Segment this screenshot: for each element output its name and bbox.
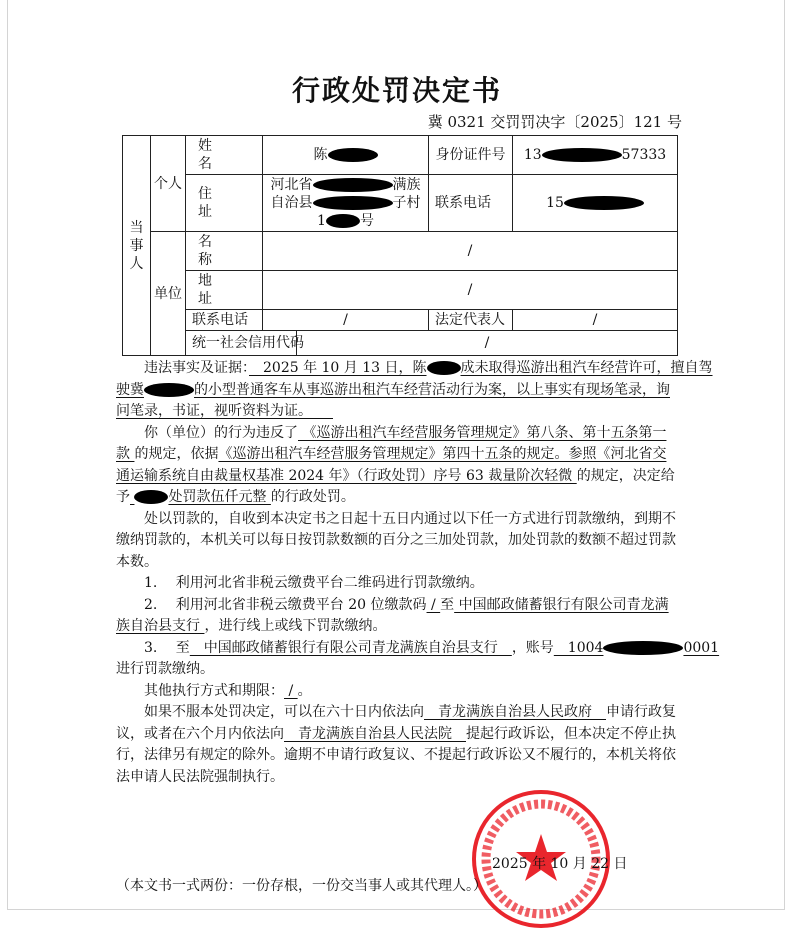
body-line [116, 530, 684, 552]
redaction [427, 361, 461, 375]
unit-address-value: / [263, 271, 678, 310]
id-value: 13 57333 [513, 136, 678, 175]
body-line [116, 616, 684, 638]
filled-field-text: / [426, 596, 441, 613]
unit-phone-value: / [263, 310, 429, 331]
body-text: 。 [297, 682, 312, 699]
address-label: 住 址 [186, 175, 263, 232]
redaction [542, 148, 622, 162]
legal-rep-value: / [513, 310, 678, 331]
unit-address-label: 地 址 [186, 271, 263, 310]
phone-label: 联系电话 [429, 175, 513, 232]
party-label: 当事人 [123, 136, 151, 356]
body-line [116, 487, 684, 509]
filled-field-text: 1004 [553, 639, 604, 656]
body-text: 的行政处罚。 [270, 489, 355, 505]
body-text: 2. 利用河北省非税云缴费平台 20 位缴款码 [144, 596, 427, 613]
body-line [116, 401, 684, 423]
phone-value: 15 [513, 175, 678, 232]
filled-field-text: 《巡游出租汽车经营服务管理规定》第八条、第十五条第一 [298, 424, 667, 441]
body-text: 予 [116, 489, 130, 505]
body-text: 议，或者在六个月内依法向 [116, 725, 284, 742]
decision-date: 2025 年 10 月 22 日 [492, 856, 628, 872]
redaction [603, 641, 683, 655]
decision-body [116, 358, 720, 788]
redaction [313, 196, 393, 210]
body-line [116, 358, 713, 380]
body-line [116, 638, 720, 660]
name-label: 姓 名 [186, 136, 263, 175]
body-line [116, 745, 684, 767]
unit-name-value: / [263, 232, 678, 271]
body-text: 的规定，依据 [134, 446, 219, 462]
body-text: 进行罚款缴纳。 [116, 661, 214, 677]
body-line [116, 509, 684, 531]
body-line [116, 380, 684, 402]
body-line [116, 724, 684, 746]
unit-name-label: 名 称 [186, 232, 263, 271]
filled-field-text: 的小型普通客车从事巡游出租汽车经营活动行为案，以上事实有现场笔录，询 [194, 381, 670, 398]
party-info-table [122, 135, 678, 356]
redaction [328, 148, 378, 162]
filled-field-text: 青龙满族自治县人民法院 [284, 725, 466, 742]
filled-field-text: 通运输系统自由裁量权基准 2024 年》（行政处罚）序号 63 裁量阶次轻微 [116, 467, 577, 484]
body-line [116, 659, 684, 681]
unit-label: 单位 [151, 232, 186, 356]
body-line [116, 444, 684, 466]
individual-label: 个人 [151, 136, 186, 232]
filled-field-text: 2025 年 10 月 13 日，陈 [249, 360, 427, 376]
document-number: 冀 0321 交罚罚决字〔2025〕121 号 [427, 113, 682, 131]
body-text: 如果不服本处罚决定，可以在六十日内依法向 [144, 704, 424, 720]
filled-field-text: 族自治县支行 [116, 618, 205, 634]
redaction [144, 383, 194, 397]
body-text: 法申请人民法院强制执行。 [116, 768, 284, 785]
body-text: 缴纳罚款的，本机关可以每日按罚款数额的百分之三加处罚款，加处罚款的数额不超过罚款 [116, 532, 676, 548]
filled-field-text: 款 [116, 446, 135, 462]
body-text: ，进行线上或线下罚款缴纳。 [204, 618, 387, 634]
filled-field-text: 中国邮政储蓄银行有限公司青龙满族自治县支行 [189, 639, 512, 656]
filled-field-text: 问笔录，书证，视听资料为证。 [116, 403, 333, 419]
body-line [116, 681, 684, 703]
body-text: 申请行政复 [606, 704, 676, 720]
filled-field-text: 《巡游出租汽车经营服务管理规定》第四十五条的规定。参照《河北省交 [218, 446, 667, 462]
footer-note: （本文书一式两份：一份存根，一份交当事人或其代理人。） [116, 878, 487, 894]
redaction [313, 178, 393, 192]
body-text: 违法事实及证据： [144, 360, 249, 376]
filled-field-text: 0001 [683, 639, 720, 656]
id-label: 身份证件号 [429, 136, 513, 175]
body-line [116, 595, 684, 617]
body-text: 行，法律另有规定的除外。逾期不申请行政复议、不提起行政诉讼又不履行的，本机关将依 [116, 747, 676, 763]
document-title: 行政处罚决定书 [291, 74, 502, 107]
filled-field-text: 处罚款伍仟元整 [168, 489, 271, 505]
body-text: 1. 利用河北省非税云缴费平台二维码进行罚款缴纳。 [144, 575, 484, 591]
filled-field-text: 成未取得巡游出租汽车经营许可，擅自驾 [460, 360, 713, 376]
body-text: 其他执行方式和期限： [144, 682, 284, 699]
redaction [326, 214, 360, 228]
body-line [116, 573, 684, 595]
body-text: 你（单位）的行为违反了 [144, 424, 298, 441]
body-text: 提起行政诉讼，但本决定不停止执 [466, 725, 676, 742]
body-text: 的规定，决定给 [576, 467, 675, 484]
body-text: 3. 至 [144, 639, 190, 656]
body-line [116, 423, 684, 445]
redaction [134, 490, 168, 504]
body-line [116, 767, 684, 789]
body-text: 处以罚款的，自收到本决定书之日起十五日内通过以下任一方式进行罚款缴纳，到期不 [144, 510, 676, 527]
body-text: 至 [440, 596, 455, 613]
unit-phone-label: 联系电话 [186, 310, 263, 331]
address-value: 河北省 满族 自治县 子村 1 号 [263, 175, 429, 232]
filled-field-text: 驶冀 [116, 381, 144, 398]
body-line [116, 552, 684, 574]
filled-field-text: 青龙满族自治县人民政府 [424, 704, 606, 720]
redaction [564, 196, 644, 210]
body-text: 本数。 [116, 553, 158, 570]
name-value: 陈 [263, 136, 429, 175]
filled-field-text: / [284, 682, 298, 699]
legal-rep-label: 法定代表人 [429, 310, 513, 331]
body-line [116, 466, 684, 488]
signature-area [116, 788, 684, 898]
body-line [116, 702, 684, 724]
credit-code-label: 统一社会信用代码 [186, 331, 297, 355]
body-text: ，账号 [511, 639, 554, 656]
filled-field-text: 中国邮政储蓄银行有限公司青龙满 [454, 596, 669, 613]
credit-code-value: / [484, 335, 490, 351]
